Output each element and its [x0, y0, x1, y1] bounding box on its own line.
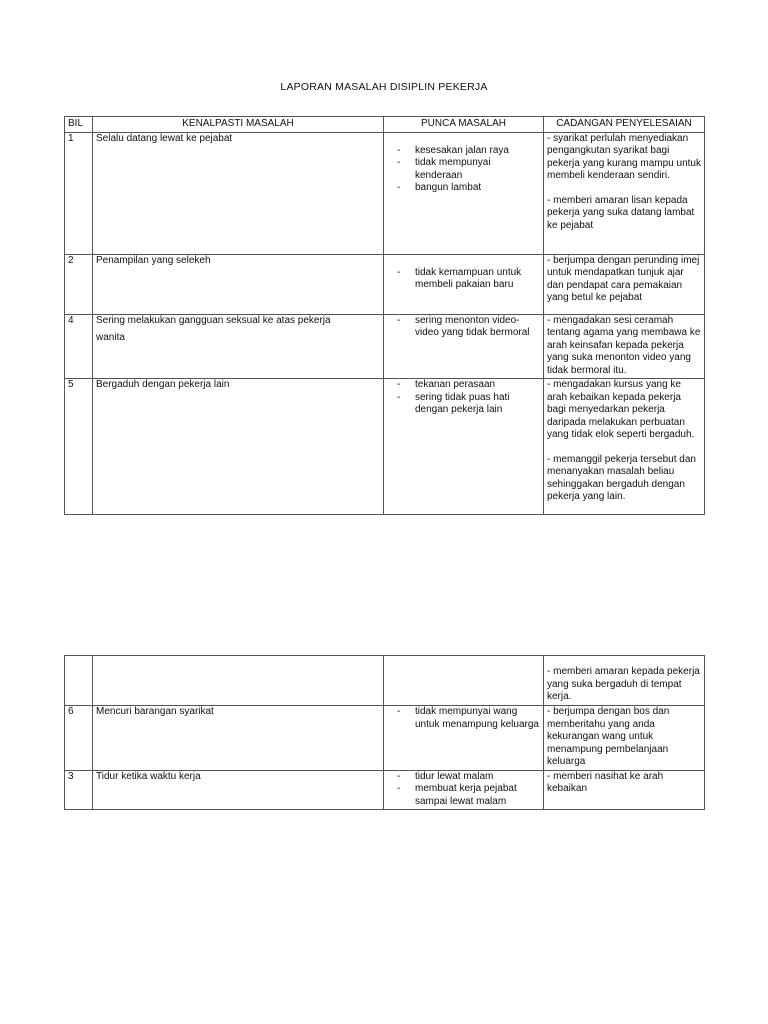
row-cadangan — [544, 706, 705, 771]
punca-item: - sering tidak puas hati dengan pekerja lain — [387, 392, 540, 417]
row-masalah — [93, 656, 384, 706]
row-cadangan — [544, 314, 705, 379]
cadangan-text: - berjumpa dengan perunding imej untuk mendapatkan tunjuk ajar dan pendapat cara pemakaian yang betul ke pejabat — [547, 254, 700, 303]
header-bil: BIL — [65, 117, 93, 133]
masalah-line: Sering melakukan gangguan seksual ke atas pekerja — [96, 314, 331, 326]
header-punca-masalah: PUNCA MASALAH — [384, 117, 544, 133]
row-cadangan — [544, 656, 705, 706]
table-header-row — [65, 117, 705, 133]
row-punca — [384, 254, 544, 314]
cadangan-text: - mengadakan sesi ceramah tentang agama yang membawa ke arah keinsafan kepada pekerja yang suka menonton video yang tidak bermoral itu. — [547, 314, 701, 376]
cadangan-text: - mengadakan kursus yang ke arah kebaikan kepada pekerja bagi menyedarkan pekerja daripada melakukan perbuatan yang tidak elok seperti bergaduh. — [547, 379, 695, 440]
report-title: LAPORAN MASALAH DISIPLIN PEKERJA — [280, 81, 488, 93]
row-bil: 3 — [65, 770, 93, 810]
cadangan-text: - memberi nasihat ke arah kebaikan — [547, 770, 664, 794]
punca-item: - tidak kemampuan untuk membeli pakaian baru — [387, 267, 540, 292]
row-punca — [384, 132, 544, 254]
table-row — [65, 314, 705, 379]
row-bil: 1 — [65, 132, 93, 254]
row-masalah: Selalu datang lewat ke pejabat — [93, 132, 384, 254]
table-row — [65, 706, 705, 771]
row-cadangan — [544, 254, 705, 314]
masalah-line: wanita — [96, 332, 125, 343]
row-punca — [384, 314, 544, 379]
row-bil: 5 — [65, 379, 93, 515]
row-masalah: Penampilan yang selekeh — [93, 254, 384, 314]
punca-item: - kesesakan jalan raya — [387, 145, 540, 158]
row-cadangan — [544, 132, 705, 254]
punca-item: - tekanan perasaan — [387, 379, 540, 392]
row-cadangan — [544, 379, 705, 515]
cadangan-text: - berjumpa dengan bos dan memberitahu yang anda kekurangan wang untuk menampung pembelanjaan keluarga — [547, 706, 670, 767]
table-row — [65, 379, 705, 515]
row-masalah: Tidur ketika waktu kerja — [93, 770, 384, 810]
row-masalah: Mencuri barangan syarikat — [93, 706, 384, 771]
cadangan-text: - memberi amaran lisan kepada pekerja yang suka datang lambat ke pejabat — [547, 194, 695, 231]
row-bil — [65, 656, 93, 706]
cadangan-text: - memanggil pekerja tersebut dan menanyakan masalah beliau sehinggakan bergaduh dengan pekerja yang lain. — [547, 453, 696, 502]
row-bil: 4 — [65, 314, 93, 379]
table-row — [65, 254, 705, 314]
punca-item: - bangun lambat — [387, 182, 540, 195]
cadangan-text: - memberi amaran kepada pekerja yang suka bergaduh di tempat kerja. — [547, 666, 700, 702]
row-cadangan — [544, 770, 705, 810]
cadangan-text: - syarikat perlulah menyediakan pengangkutan syarikat bagi pekerja yang kurang mampu untuk membeli kenderaan sendiri. — [547, 132, 701, 181]
row-masalah — [93, 314, 384, 379]
discipline-table — [64, 116, 705, 515]
punca-item: - tidak mempunyai wang untuk menampung keluarga — [387, 706, 540, 731]
punca-item: - tidak mempunyai kenderaan — [387, 157, 540, 182]
table-row — [65, 132, 705, 254]
header-kenalpasti-masalah: KENALPASTI MASALAH — [93, 117, 384, 133]
punca-item: - tidur lewat malam — [387, 771, 540, 784]
header-cadangan-penyelesaian: CADANGAN PENYELESAIAN — [544, 117, 705, 133]
row-punca — [384, 379, 544, 515]
punca-item: - sering menonton video-video yang tidak bermoral — [387, 315, 540, 340]
row-masalah: Bergaduh dengan pekerja lain — [93, 379, 384, 515]
discipline-table-continued — [64, 655, 705, 810]
row-bil: 6 — [65, 706, 93, 771]
row-punca — [384, 706, 544, 771]
punca-item: - membuat kerja pejabat sampai lewat malam — [387, 783, 540, 808]
row-punca — [384, 770, 544, 810]
row-bil: 2 — [65, 254, 93, 314]
table-row — [65, 770, 705, 810]
table-row — [65, 656, 705, 706]
row-punca — [384, 656, 544, 706]
